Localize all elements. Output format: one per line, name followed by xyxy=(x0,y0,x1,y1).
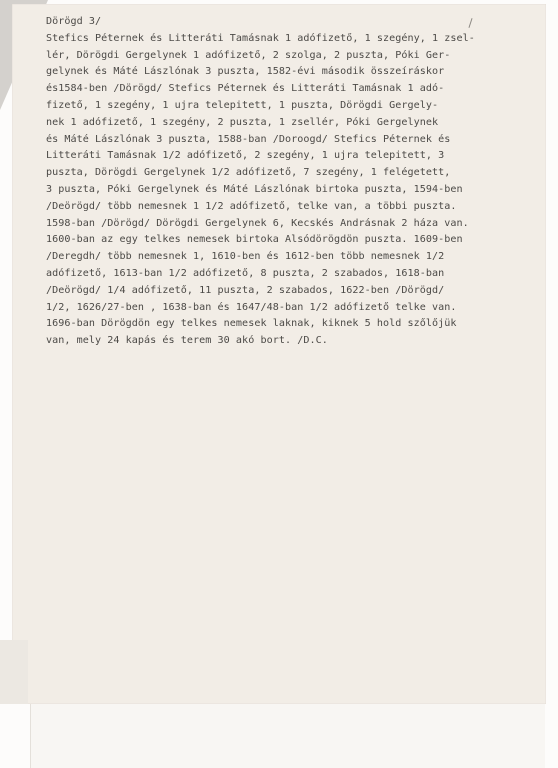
text-line: és1584-ben /Dörögd/ Stefics Péternek és Litteráti Tamásnak 1 adó- xyxy=(46,83,445,95)
text-line: és Máté Lászlónak 3 puszta, 1588-ban /Doroogd/ Stefics Péternek és xyxy=(46,133,451,145)
text-line: van, mely 24 kapás és terem 30 akó bort. /D.C. xyxy=(46,335,328,347)
text-line: lér, Dörögdi Gergelynek 1 adófizető, 2 szolga, 2 puszta, Póki Ger- xyxy=(46,49,451,61)
document-text xyxy=(46,14,532,350)
text-line: gelynek és Máté Lászlónak 3 puszta, 1582-évi második összeíráskor xyxy=(46,66,445,78)
text-line: adófizető, 1613-ban 1/2 adófizető, 8 puszta, 2 szabados, 1618-ban xyxy=(46,267,445,279)
text-line: 1/2, 1626/27-ben , 1638-ban és 1647/48-ban 1/2 adófizető telke van. xyxy=(46,301,457,313)
text-line: 1696-ban Dörögdön egy telkes nemesek laknak, kiknek 5 hold szőlőjük xyxy=(46,318,457,330)
text-line: 1598-ban /Dörögd/ Dörögdi Gergelynek 6, Kecskés Andrásnak 2 háza van. xyxy=(46,217,469,229)
text-line: 3 puszta, Póki Gergelynek és Máté Lászlónak birtoka puszta, 1594-ben xyxy=(46,183,463,195)
text-line: Stefics Péternek és Litteráti Tamásnak 1 adófizető, 1 szegény, 1 zsel- xyxy=(46,32,475,44)
text-line: /Deregdh/ több nemesnek 1, 1610-ben és 1612-ben több nemesnek 1/2 xyxy=(46,251,445,263)
sheet-edge xyxy=(0,640,28,704)
page-header: Dörögd 3/ xyxy=(46,16,102,27)
underlying-sheet xyxy=(30,704,545,768)
text-line: /Deörögd/ 1/4 adófizető, 11 puszta, 2 szabados, 1622-ben /Dörögd/ xyxy=(46,284,445,296)
text-line: 1600-ban az egy telkes nemesek birtoka Alsódörögdön puszta. 1609-ben xyxy=(46,234,463,246)
text-line: fizető, 1 szegény, 1 ujra telepitett, 1 puszta, Dörögdi Gergely- xyxy=(46,99,439,111)
text-line: puszta, Dörögdi Gergelynek 1/2 adófizető, 7 szegény, 1 felégetett, xyxy=(46,167,451,179)
text-line: nek 1 adófizető, 1 szegény, 2 puszta, 1 zsellér, Póki Gergelynek xyxy=(46,116,439,128)
text-line: Litteráti Tamásnak 1/2 adófizető, 2 szegény, 1 ujra telepitett, 3 xyxy=(46,150,445,162)
text-line: /Deörögd/ több nemesnek 1 1/2 adófizető, telke van, a többi puszta. xyxy=(46,200,457,212)
